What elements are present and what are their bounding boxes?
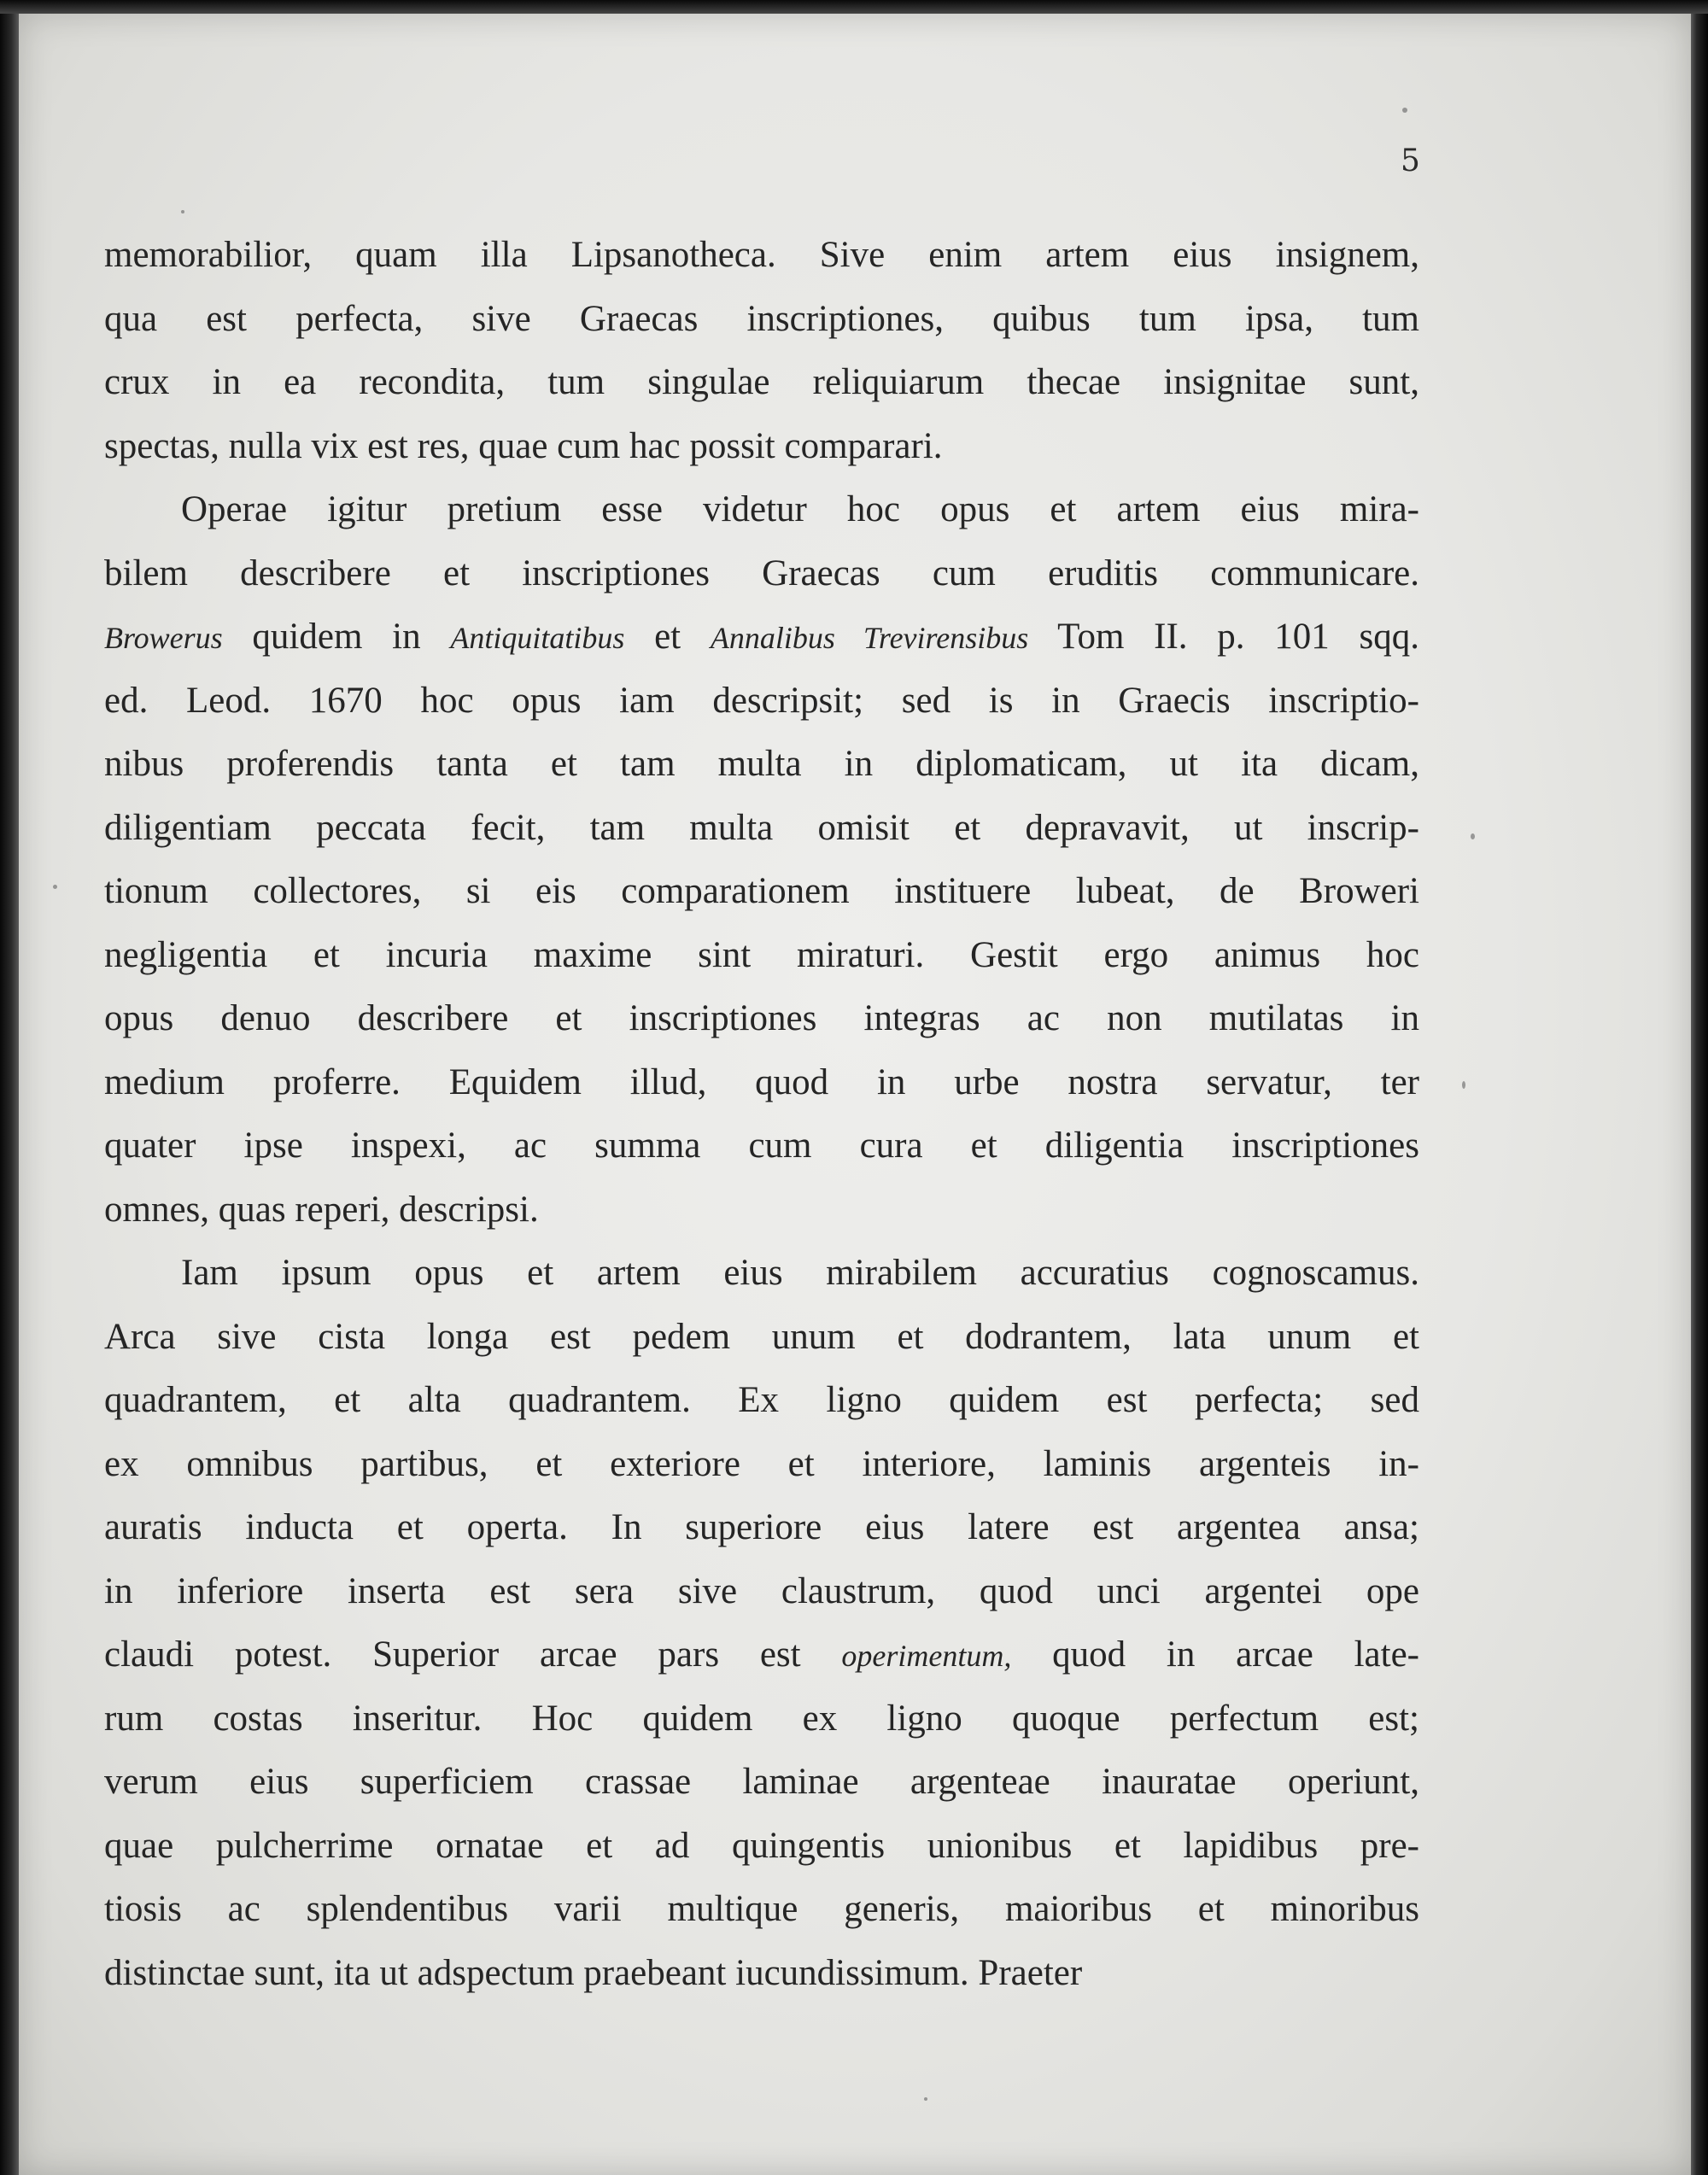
text-line bbox=[104, 1687, 1419, 1751]
italic-text-segment: Annalibus Trevirensibus bbox=[710, 621, 1029, 655]
text-line bbox=[104, 860, 1419, 924]
text-segment: ed. Leod. 1670 hoc opus iam descripsit; sed is in Graecis inscriptio- bbox=[104, 680, 1419, 721]
text-line bbox=[104, 1433, 1419, 1497]
text-line bbox=[104, 1242, 1419, 1306]
paper-speck bbox=[1462, 1081, 1465, 1089]
text-segment: distinctae sunt, ita ut adspectum praebeant iucundissimum. Praeter bbox=[104, 1952, 1083, 1993]
text-line bbox=[104, 1496, 1419, 1560]
text-line bbox=[104, 478, 1419, 542]
text-segment: medium proferre. Equidem illud, quod in urbe nostra servatur, ter bbox=[104, 1061, 1419, 1102]
text-line bbox=[104, 669, 1419, 734]
text-line bbox=[104, 733, 1419, 797]
text-segment: diligentiam peccata fecit, tam multa omisit et depravavit, ut inscrip- bbox=[104, 807, 1419, 848]
text-line bbox=[104, 797, 1419, 861]
text-segment: memorabilior, quam illa Lipsanotheca. Sive enim artem eius insignem, bbox=[104, 235, 1419, 275]
text-segment: Operae igitur pretium esse videtur hoc opus et artem eius mira- bbox=[181, 489, 1419, 529]
text-segment: omnes, quas reperi, descripsi. bbox=[104, 1189, 539, 1230]
italic-text-segment: Browerus bbox=[104, 621, 223, 655]
text-line bbox=[104, 542, 1419, 606]
text-segment: verum eius superficiem crassae laminae argenteae inauratae operiunt, bbox=[104, 1762, 1419, 1802]
text-segment: tionum collectores, si eis comparationem instituere lubeat, de Broweri bbox=[104, 871, 1419, 911]
text-line bbox=[104, 1623, 1419, 1687]
text-line bbox=[104, 1178, 1419, 1242]
italic-text-segment: operimentum, bbox=[841, 1639, 1012, 1673]
text-segment: quae pulcherrime ornatae et ad quingentis unionibus et lapidibus pre- bbox=[104, 1825, 1419, 1866]
text-line bbox=[104, 351, 1419, 415]
text-segment: Arca sive cista longa est pedem unum et dodrantem, lata unum et bbox=[104, 1316, 1419, 1357]
text-line bbox=[104, 415, 1419, 479]
text-segment: Iam ipsum opus et artem eius mirabilem accuratius cognoscamus. bbox=[181, 1253, 1419, 1293]
paper-speck bbox=[924, 2097, 927, 2101]
text-segment: Tom II. p. 101 sqq. bbox=[1028, 617, 1419, 657]
text-segment: rum costas inseritur. Hoc quidem ex ligno quoque perfectum est; bbox=[104, 1698, 1419, 1739]
text-line bbox=[104, 1306, 1419, 1370]
text-line bbox=[104, 1114, 1419, 1178]
text-line bbox=[104, 605, 1419, 669]
paper-speck bbox=[1402, 108, 1407, 113]
left-scan-edge bbox=[0, 0, 19, 2175]
text-segment: in inferiore inserta est sera sive claustrum, quod unci argentei ope bbox=[104, 1570, 1419, 1611]
text-segment: spectas, nulla vix est res, quae cum hac possit comparari. bbox=[104, 425, 943, 466]
text-segment: qua est perfecta, sive Graecas inscriptiones, quibus tum ipsa, tum bbox=[104, 298, 1419, 339]
paper-speck bbox=[53, 885, 57, 889]
text-segment: tiosis ac splendentibus varii multique generis, maioribus et minoribus bbox=[104, 1889, 1419, 1929]
text-line bbox=[104, 1815, 1419, 1879]
text-segment: claudi potest. Superior arcae pars est bbox=[104, 1634, 842, 1675]
text-line bbox=[104, 224, 1419, 288]
text-segment: et bbox=[624, 617, 711, 657]
text-line bbox=[104, 1560, 1419, 1624]
text-segment: negligentia et incuria maxime sint miraturi. Gestit ergo animus hoc bbox=[104, 934, 1419, 975]
paper-speck bbox=[181, 210, 184, 213]
text-line bbox=[104, 288, 1419, 352]
text-segment: crux in ea recondita, tum singulae reliquiarum thecae insignitae sunt, bbox=[104, 362, 1419, 402]
page-number: 5 bbox=[1401, 143, 1420, 178]
paper-speck bbox=[1471, 833, 1475, 839]
text-segment: bilem describere et inscriptiones Graecas cum eruditis communicare. bbox=[104, 553, 1419, 593]
text-line bbox=[104, 1751, 1419, 1815]
text-line bbox=[104, 1369, 1419, 1433]
text-segment: quadrantem, et alta quadrantem. Ex ligno quidem est perfecta; sed bbox=[104, 1380, 1419, 1420]
text-segment: quidem in bbox=[222, 617, 451, 657]
text-line bbox=[104, 1051, 1419, 1115]
text-segment: quater ipse inspexi, ac summa cum cura et diligentia inscriptiones bbox=[104, 1126, 1419, 1166]
text-segment: opus denuo describere et inscriptiones integras ac non mutilatas in bbox=[104, 998, 1419, 1038]
text-line bbox=[104, 987, 1419, 1051]
top-scan-edge bbox=[0, 0, 1708, 14]
text-segment: quod in arcae late- bbox=[1011, 1634, 1419, 1675]
text-line bbox=[104, 1942, 1419, 2006]
text-segment: ex omnibus partibus, et exteriore et interiore, laminis argenteis in- bbox=[104, 1443, 1419, 1484]
body-text bbox=[104, 224, 1419, 2005]
text-segment: nibus proferendis tanta et tam multa in diplomaticam, ut ita dicam, bbox=[104, 744, 1419, 784]
text-segment: auratis inducta et operta. In superiore eius latere est argentea ansa; bbox=[104, 1507, 1419, 1547]
text-line bbox=[104, 1878, 1419, 1942]
italic-text-segment: Antiquitatibus bbox=[450, 621, 625, 655]
right-scan-edge bbox=[1689, 0, 1708, 2175]
text-line bbox=[104, 924, 1419, 988]
